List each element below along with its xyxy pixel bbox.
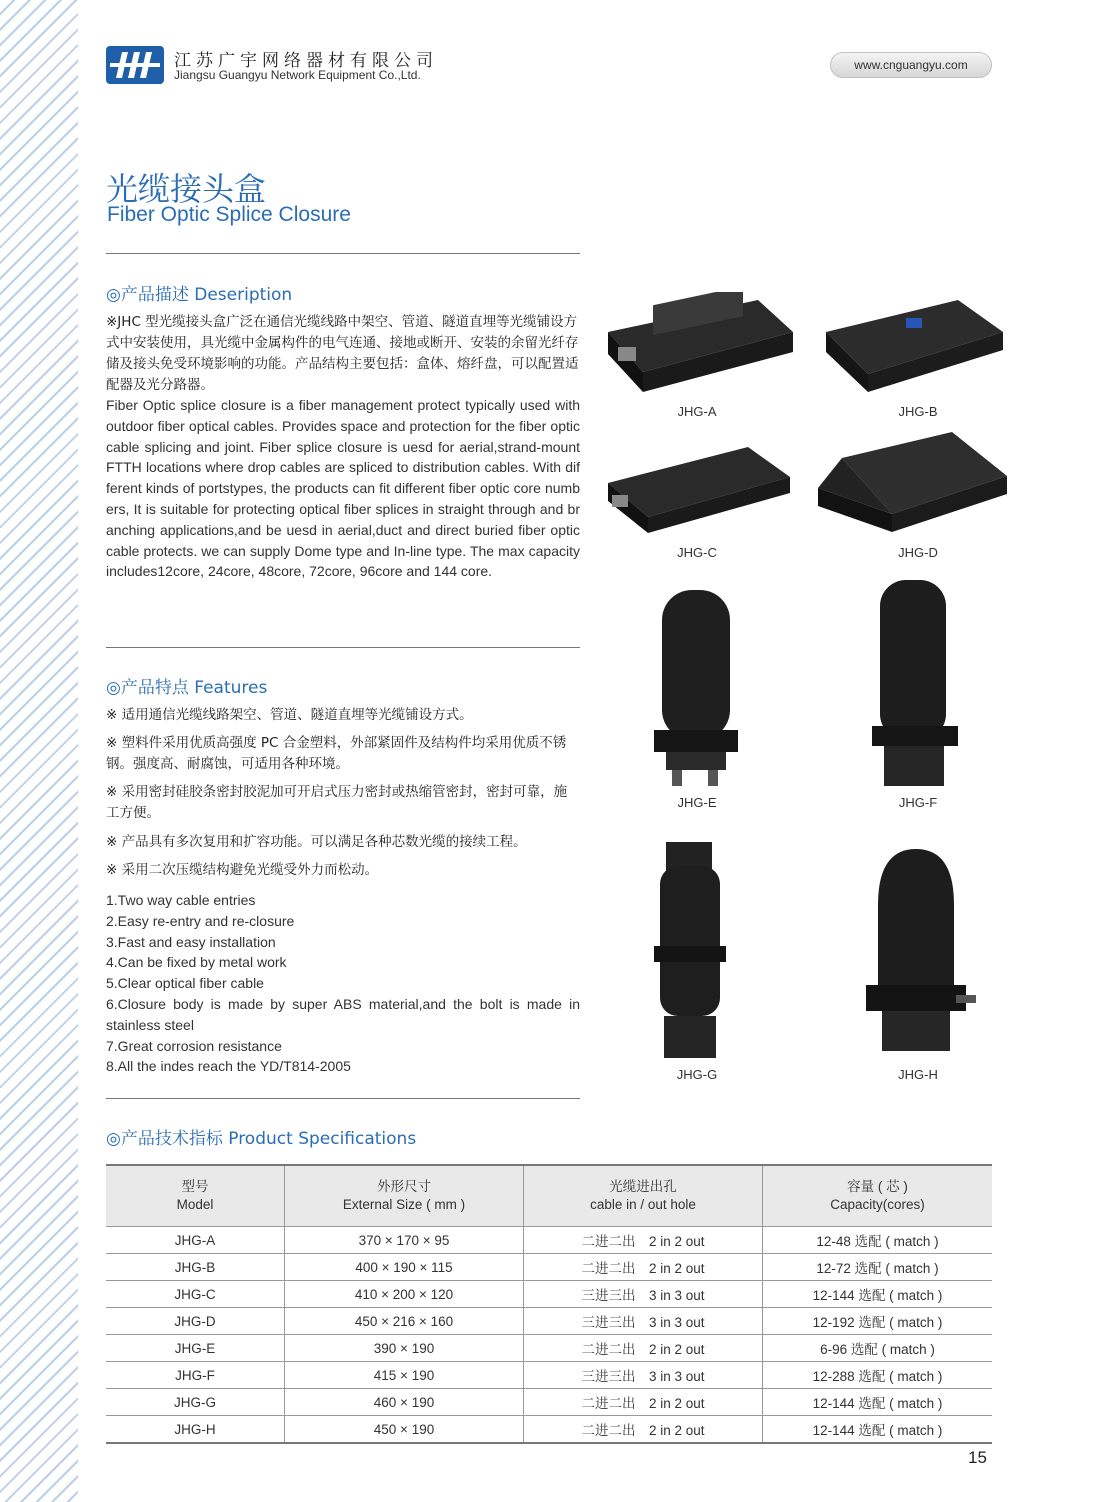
product-label: JHG-A (677, 404, 717, 419)
cell-size: 415 × 190 (285, 1362, 524, 1389)
cell-size: 370 × 170 × 95 (285, 1227, 524, 1254)
feature-cn-2: ※ 塑料件采用优质高强度 PC 合金塑料，外部紧固件及结构件均采用优质不锈钢。强度高、耐腐蚀，可适用各种环境。 (106, 735, 567, 772)
cell-hole: 三进三出 3 in 3 out (524, 1308, 763, 1335)
product-image-jhg-a (598, 292, 798, 402)
table-header-row (106, 1165, 992, 1227)
header-en: External Size ( mm ) (342, 1197, 466, 1212)
column-header-size (285, 1165, 524, 1227)
column-header-cable-hole (524, 1165, 763, 1227)
table-row (106, 1281, 992, 1308)
section-heading-specs: ◎产品技术指标 Product Specifications (106, 1129, 417, 1149)
cell-model: JHG-H (106, 1416, 285, 1444)
company-name-cn: 江苏广宇网络器材有限公司 (174, 51, 438, 71)
feature-en-item: 8.All the indes reach the YD/T814-2005 (106, 1058, 351, 1075)
divider (106, 1098, 580, 1099)
cell-size: 410 × 200 × 120 (285, 1281, 524, 1308)
feature-en-item: 6.Closure body is made by super ABS material,and the bolt is made in stainless steel (106, 995, 580, 1033)
feature-en-item: 2.Easy re-entry and re-closure (106, 912, 295, 929)
feature-cn-1: ※ 适用通信光缆线路架空、管道、隧道直埋等光缆铺设方式。 (106, 707, 473, 723)
cell-hole: 三进三出 3 in 3 out (524, 1281, 763, 1308)
cell-hole: 二进二出 2 in 2 out (524, 1335, 763, 1362)
header-en: Model (176, 1197, 214, 1212)
cell-size: 390 × 190 (285, 1335, 524, 1362)
cell-model: JHG-E (106, 1335, 285, 1362)
cell-capacity: 12-144 选配 ( match ) (763, 1281, 993, 1308)
table-row (106, 1254, 992, 1281)
divider (106, 647, 580, 648)
feature-list-en (106, 890, 580, 1077)
product-image-jhg-b (818, 292, 1008, 402)
cell-model: JHG-D (106, 1308, 285, 1335)
product-image-jhg-d (812, 428, 1012, 543)
feature-cn-5: ※ 采用二次压缆结构避免光缆受外力而松动。 (106, 862, 379, 878)
table-row (106, 1308, 992, 1335)
header-cn: 光缆进出孔 (609, 1179, 677, 1194)
page-title-cn: 光缆接头盒 (106, 170, 267, 208)
header-cn: 外形尺寸 (377, 1179, 431, 1194)
table-row (106, 1389, 992, 1416)
cell-size: 450 × 216 × 160 (285, 1308, 524, 1335)
company-logo-icon (106, 46, 164, 84)
cell-hole: 二进二出 2 in 2 out (524, 1254, 763, 1281)
table-row (106, 1416, 992, 1444)
product-label: JHG-F (898, 795, 938, 810)
cell-model: JHG-C (106, 1281, 285, 1308)
product-label: JHG-D (898, 545, 938, 560)
cell-hole: 三进三出 3 in 3 out (524, 1362, 763, 1389)
table-row (106, 1335, 992, 1362)
feature-en-item: 7.Great corrosion resistance (106, 1037, 282, 1054)
product-image-jhg-e (652, 580, 742, 795)
page-number: 15 (968, 1448, 987, 1467)
product-image-jhg-f (870, 576, 970, 796)
company-name-en: Jiangsu Guangyu Network Equipment Co.,Ltd. (174, 68, 421, 82)
cell-size: 460 × 190 (285, 1389, 524, 1416)
column-header-model (106, 1165, 285, 1227)
feature-en-item: 3.Fast and easy installation (106, 933, 276, 950)
cell-model: JHG-B (106, 1254, 285, 1281)
decorative-stripe (0, 0, 78, 1502)
product-image-jhg-h (860, 845, 980, 1060)
header-cn: 型号 (181, 1179, 209, 1194)
feature-cn-3: ※ 采用密封硅胶条密封胶泥加可开启式压力密封或热缩管密封，密封可靠，施工方便。 (106, 784, 568, 821)
header-cn: 容量 ( 芯 ) (847, 1179, 908, 1194)
product-label: JHG-G (676, 1067, 718, 1082)
cell-model: JHG-A (106, 1227, 285, 1254)
feature-en-item: 1.Two way cable entries (106, 892, 256, 908)
specifications-table (106, 1164, 992, 1444)
cell-capacity: 12-72 选配 ( match ) (763, 1254, 993, 1281)
table-row (106, 1227, 992, 1254)
cell-capacity: 12-288 选配 ( match ) (763, 1362, 993, 1389)
cell-capacity: 12-144 选配 ( match ) (763, 1389, 993, 1416)
section-heading-description: ◎产品描述 Deseription (106, 285, 293, 305)
cell-hole: 二进二出 2 in 2 out (524, 1227, 763, 1254)
section-heading-features: ◎产品特点 Features (106, 678, 268, 698)
cell-size: 450 × 190 (285, 1416, 524, 1444)
header-en: cable in / out hole (590, 1197, 696, 1212)
feature-cn-4: ※ 产品具有多次复用和扩容功能。可以满足各种芯数光缆的接续工程。 (106, 834, 527, 850)
feature-en-item: 5.Clear optical fiber cable (106, 975, 264, 992)
page-title-en: Fiber Optic Splice Closure (107, 203, 351, 226)
cell-hole: 二进二出 2 in 2 out (524, 1416, 763, 1444)
cell-model: JHG-F (106, 1362, 285, 1389)
description-en: Fiber Optic splice closure is a fiber management protect typically used with outdoor fiber optical cables. Provides space and protection for the fiber optic cable splicing and joint. Fiber splice closure is uesd for aerial,strand-mount FTTH locations where drop cables are spliced to distribution cables. With different kinds of portstypes, the products can fit different fiber optic core numbers, It is suitable for protecting optical fiber splices in straight through and branching applications,and be uesd in aerial,duct and direct buried fiber optic cable protects. we can supply Dome type and In-line type. The max capacity includes12core, 24core, 48core, 72core, 96core and 144 core. (106, 397, 580, 580)
description-cn: ※JHC 型光缆接头盒广泛在通信光缆线路中架空、管道、隧道直埋等光缆铺设方式中安装使用，具光缆中金属构件的电气连通、接地或断开、安装的余留光纤存储及接头免受环境影响的功能。产品结构主要包括：盒体、熔纤盘，可以配置适配器及光分路器。 (106, 314, 579, 393)
product-image-jhg-c (598, 435, 798, 545)
cell-capacity: 12-144 选配 ( match ) (763, 1416, 993, 1444)
header-en: Capacity(cores) (830, 1197, 925, 1212)
product-label: JHG-B (898, 404, 938, 419)
feature-en-item: 4.Can be fixed by metal work (106, 954, 287, 971)
product-label: JHG-E (677, 795, 717, 810)
cell-capacity: 12-48 选配 ( match ) (763, 1227, 993, 1254)
product-image-jhg-g (652, 842, 732, 1062)
product-label: JHG-H (898, 1067, 938, 1082)
cell-size: 400 × 190 × 115 (285, 1254, 524, 1281)
cell-hole: 二进二出 2 in 2 out (524, 1389, 763, 1416)
divider (106, 253, 580, 254)
cell-capacity: 6-96 选配 ( match ) (763, 1335, 993, 1362)
column-header-capacity (763, 1165, 993, 1227)
cell-model: JHG-G (106, 1389, 285, 1416)
website-url[interactable]: www.cnguangyu.com (830, 52, 992, 78)
cell-capacity: 12-192 选配 ( match ) (763, 1308, 993, 1335)
table-row (106, 1362, 992, 1389)
product-label: JHG-C (677, 545, 717, 560)
